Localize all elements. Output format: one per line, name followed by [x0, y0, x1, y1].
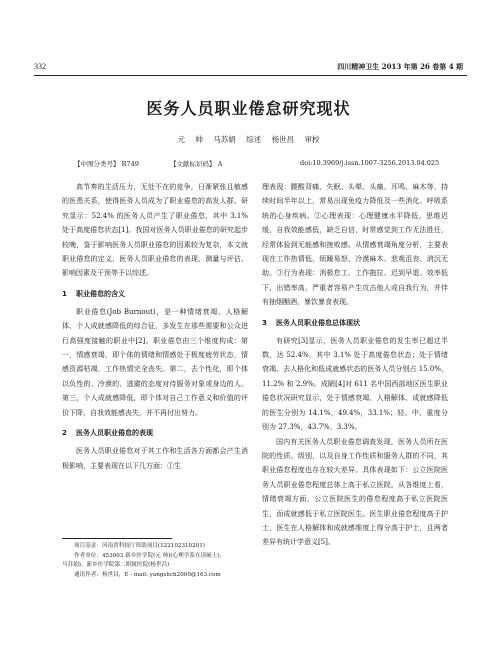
- section-3-paragraph-2: 国内有关医务人员职业倦怠调查发现，医务人员所在医院的性质、级别，以及自身工作性质和服务人群的不同，其职业倦怠程度也存在较大差异。具体表现如下：公立医院医务人员职业倦怠程度总体上高于私立医院。从各维度上看，情绪衰竭方面，公立医院医生的倦怠程度高于私立医院医生，而成就感低于私立医院医生。医生职业倦怠程度高于护士，医生在人格解体和成就感维度上得分高于护士，且两者差异有统计学意义[5]。: [262, 437, 448, 547]
- clc-number: 【中图分类号】 R749: [74, 160, 139, 168]
- right-column: [262, 180, 448, 550]
- footnotes: [62, 542, 252, 580]
- footnote-affiliation-cont: 马苏娟)，新乡医学院第二附属医院(杨世昌): [62, 562, 170, 569]
- section-1-body: 职业倦怠(Job Burnout)，是一种情绪衰竭、人格解体、个人成就感降低的综合征，多发生在那些需要和公众进行高强度接触的职业中[2]。职业倦怠由三个维度构成：第一，情感衰竭，即个体的情绪和情感处于极度疲劳状态，情感资源枯竭，工作热情完全丧失。第二，去个性化，即个体以负性的、冷漠的、逃避的态度对待服务对象或身边的人。第三，个人成就感降低，即个体对自己工作意义和价值的评价下降，自我效能感丧失，并不再付出努力。: [62, 307, 248, 417]
- section-3-heading: [262, 316, 448, 330]
- page-number: 332: [34, 62, 46, 71]
- doi: doi:10.3969/j.issn.1007-3256.2013.04.025: [300, 159, 440, 167]
- section-number: 1: [62, 289, 67, 298]
- document-code: 【文献标识码】 A: [170, 160, 223, 168]
- footnote-rule: [62, 538, 172, 539]
- intro-paragraph: 高节奏的生活压力，无处不在的竞争，日渐紧张且敏感的医患关系，使得医务人员成为了职业倦怠的高发人群。研究显示：52.4% 的医务人员产生了职业倦怠，其中 3.1% 处于高度倦怠状态[1]。我国对医务人员职业倦怠的研究起步较晚，鉴于影响医务人员职业倦怠的因素较为复杂，本文就职业倦怠的定义、医务人员职业倦怠的表现、测量与评估、影响因素及干预等予以综述。: [62, 183, 248, 278]
- section-2-continued: 理表现：腰酸背痛、失眠、头晕、头痛、耳鸣、麻木等，持续时间半年以上，常易出现免疫力降低及一些消化、呼吸系统的心身疾病。②心理表现：心理健康水平降低，思维迟缓，自我效能感低，缺乏自信，时常感觉到工作无法胜任，经常体验到无能感和挫败感。从情感衰竭角度分析，主要表现在工作热情低、烦躁易怒、冷漠麻木、悲观沮丧、消沉无助。③行为表现：消极怠工、工作拖拉、迟到早退、效率低下、出错率高。严重者容易产生攻击他人或自我行为，并伴有抽烟酗酒，暴饮暴食表现。: [262, 183, 448, 307]
- section-2-heading: [62, 426, 248, 440]
- article-title: 医务人员职业倦怠研究现状: [146, 99, 351, 118]
- running-header-journal: 四川精神卫生 2013 年第 26 卷第 4 期: [337, 62, 463, 71]
- section-3-paragraph-1: 有研究[3]显示，医务人员职业倦怠的发生率已超过半数，达 52.4%，其中 3.1% 处于高度倦怠状态；处于情绪衰竭、去人格化和低成就感状态的医务人员分别占 15.0%，11.2% 和 2.9%。成陋[4]对 611 名中国西部地区医生职业倦怠状况研究显示，处于情感衰竭、人格解体、成就感降低的医生分别为 14.1%，49.4%，33.1%；轻、中、重度分别为 27.3%，43.7%，3.3%。: [262, 336, 448, 432]
- section-1-heading: [62, 287, 248, 301]
- left-column: [62, 180, 248, 473]
- header-rule: [34, 75, 467, 76]
- section-number: 3: [262, 318, 267, 327]
- section-title: 职业倦怠的含义: [76, 289, 125, 298]
- section-title: 医务人员职业倦怠总体现状: [276, 318, 360, 327]
- section-number: 2: [62, 429, 67, 438]
- section-title: 医务人员职业倦怠的表现: [76, 429, 153, 438]
- footnote-funding: 项目基金：河南省科技厅资助项目(122102310201): [74, 543, 205, 549]
- footnote-affiliation: 作者单位：453003 新乡医学院(元 帅)(心理学系在读硕士)，: [74, 552, 226, 559]
- footnote-corresponding: 通讯作者：杨世昌，E - mail: yangshch2000@163.com: [74, 571, 221, 578]
- author-line: 元 帅 马苏娟 综述 杨世昌 审校: [177, 135, 320, 144]
- section-2-body: 医务人员职业倦怠对于其工作和生活各方面都会产生消极影响，主要表现在以下几方面：①生: [62, 447, 248, 470]
